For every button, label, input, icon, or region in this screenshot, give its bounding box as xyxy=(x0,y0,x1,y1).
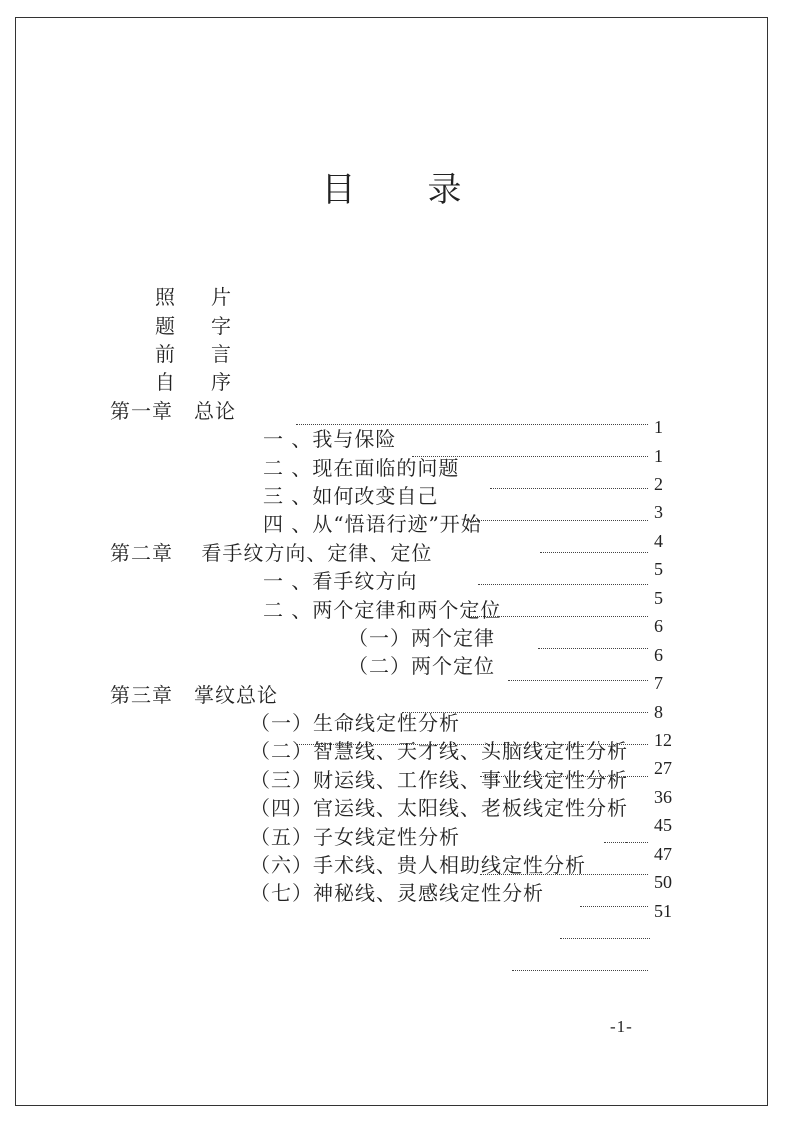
page-number: 2 xyxy=(654,474,663,494)
toc-subsection-2-2-1[interactable]: （一）两个定律 xyxy=(348,626,495,650)
dot-leader xyxy=(412,456,648,457)
page-number: 12 xyxy=(654,730,672,750)
dot-leader xyxy=(560,938,650,939)
dot-leader xyxy=(626,842,648,843)
dot-leader xyxy=(466,520,648,521)
dot-leader xyxy=(296,424,648,425)
toc-chapter-1[interactable]: 第一章 总论 xyxy=(110,399,236,423)
page-number: 47 xyxy=(654,844,672,864)
toc-section-2-1[interactable]: 一 、看手纹方向 xyxy=(263,569,418,593)
front-char-b: 字 xyxy=(211,314,232,338)
dot-leader xyxy=(466,616,648,617)
toc-front-foreword[interactable] xyxy=(155,344,232,364)
page-number: 45 xyxy=(654,815,672,835)
toc-section-3-1[interactable]: （一）生命线定性分析 xyxy=(250,711,460,735)
page-number: 8 xyxy=(654,702,663,722)
dot-leader xyxy=(490,488,648,489)
page-number: 50 xyxy=(654,872,672,892)
toc-section-1-2[interactable]: 二 、现在面临的问题 xyxy=(263,456,460,480)
page-number: 5 xyxy=(654,559,663,579)
front-char-a: 自 xyxy=(155,370,176,394)
page-number: 6 xyxy=(654,616,663,636)
dot-leader xyxy=(480,874,648,875)
page-number: 6 xyxy=(654,645,663,665)
page-title xyxy=(0,162,785,211)
toc-section-3-7[interactable]: （七）神秘线、灵感线定性分析 xyxy=(250,881,544,905)
page-number: 1 xyxy=(654,446,663,466)
toc-front-photo[interactable] xyxy=(155,287,232,307)
dot-leader xyxy=(540,552,648,553)
toc-section-1-3[interactable]: 三 、如何改变自己 xyxy=(263,484,439,508)
toc-subsection-2-2-2[interactable]: （二）两个定位 xyxy=(348,654,495,678)
toc-chapter-2[interactable]: 第二章 看手纹方向、定律、定位 xyxy=(110,541,433,565)
page-number: 5 xyxy=(654,588,663,608)
page-number: 3 xyxy=(654,502,663,522)
front-char-b: 片 xyxy=(211,285,232,309)
dot-leader xyxy=(538,648,648,649)
page-number: 51 xyxy=(654,901,672,921)
front-char-a: 题 xyxy=(155,314,176,338)
page-number: 27 xyxy=(654,758,672,778)
page-number: 36 xyxy=(654,787,672,807)
toc-front-inscription[interactable] xyxy=(155,316,232,336)
page-footer-number: -1- xyxy=(610,1017,633,1036)
toc-section-1-4[interactable]: 四 、从“悟语行迹”开始 xyxy=(263,512,482,536)
dot-leader xyxy=(296,744,648,745)
front-char-a: 前 xyxy=(155,342,176,366)
page-number: 7 xyxy=(654,673,663,693)
toc-section-3-3[interactable]: （三）财运线、工作线、事业线定性分析 xyxy=(250,768,628,792)
toc-front-preface[interactable] xyxy=(155,372,232,392)
dot-leader xyxy=(402,712,648,713)
toc-chapter-3[interactable]: 第三章 掌纹总论 xyxy=(110,683,278,707)
dot-leader xyxy=(508,680,648,681)
toc-section-2-2[interactable]: 二 、两个定律和两个定位 xyxy=(263,598,502,622)
title-char-2: 录 xyxy=(427,170,464,210)
page-number: 4 xyxy=(654,531,663,551)
dot-leader xyxy=(512,970,648,971)
front-char-a: 照 xyxy=(155,285,176,309)
toc-section-3-2[interactable]: （二）智慧线、天才线、头脑线定性分析 xyxy=(250,739,628,763)
toc-section-3-4[interactable]: （四）官运线、太阳线、老板线定性分析 xyxy=(250,796,628,820)
title-char-1: 目 xyxy=(321,170,358,210)
toc-section-3-5[interactable]: （五）子女线定性分析 xyxy=(250,825,460,849)
dot-leader xyxy=(480,776,648,777)
front-char-b: 言 xyxy=(211,342,232,366)
page-number: 1 xyxy=(654,417,663,437)
dot-leader xyxy=(580,906,648,907)
toc-section-3-6[interactable]: （六）手术线、贵人相助线定性分析 xyxy=(250,853,586,877)
dot-leader xyxy=(478,584,648,585)
front-char-b: 序 xyxy=(211,370,232,394)
toc-section-1-1[interactable]: 一 、我与保险 xyxy=(263,427,397,451)
